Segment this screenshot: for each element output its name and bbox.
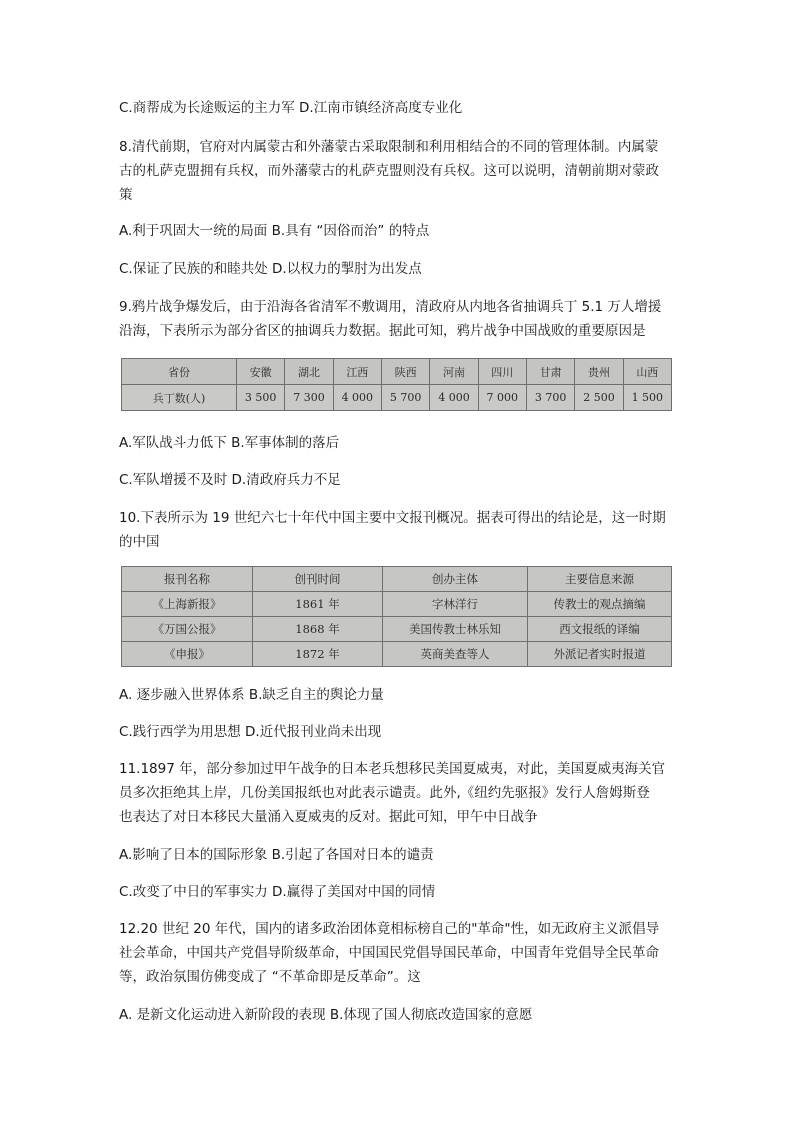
question-line: A. 逐步融入世界体系 B.缺乏自主的舆论力量 [119, 687, 384, 703]
question-line: 8.清代前期，官府对内属蒙古和外藩蒙古采取限制和利用相结合的不同的管理体制。内属蒙 [119, 139, 659, 155]
table-cell: 字林洋行 [383, 592, 528, 617]
table-cell: 报刊名称 [122, 567, 253, 592]
troop-table [121, 358, 672, 411]
table-cell: 创刊时间 [253, 567, 383, 592]
newspaper-table [121, 566, 672, 667]
table-cell: 山西 [623, 359, 671, 385]
table-cell: 湖北 [285, 359, 333, 385]
table-row [122, 642, 672, 667]
table-cell: 四川 [478, 359, 526, 385]
table-cell: 1861 年 [253, 592, 383, 617]
table-cell: 外派记者实时报道 [528, 642, 672, 667]
question-line: A.利于巩固大一统的局面 B.具有 “因俗而治” 的特点 [119, 223, 430, 239]
table-cell: 《万国公报》 [122, 617, 253, 642]
table-cell: 传教士的观点摘编 [528, 592, 672, 617]
table-cell: 1872 年 [253, 642, 383, 667]
question-line: A. 是新文化运动进入新阶段的表现 B.体现了国人彻底改造国家的意愿 [119, 1007, 533, 1023]
question-line: C.军队增援不及时 D.清政府兵力不足 [119, 472, 341, 488]
table-cell: 贵州 [575, 359, 623, 385]
table-cell: 1 500 [623, 385, 671, 411]
table-row [122, 385, 672, 411]
table-cell: 4 000 [333, 385, 381, 411]
question-line: C.践行西学为用思想 D.近代报刊业尚未出现 [119, 724, 382, 740]
question-line: 沿海，下表所示为部分省区的抽调兵力数据。据此可知，鸦片战争中国战败的重要原因是 [119, 323, 646, 339]
question-line: 10.下表所示为 19 世纪六七十年代中国主要中文报刊概况。据表可得出的结论是，这一时期 [119, 510, 666, 526]
table-cell: 3 700 [526, 385, 574, 411]
table-cell: 主要信息来源 [528, 567, 672, 592]
table-row [122, 592, 672, 617]
table-cell: 安徽 [237, 359, 285, 385]
question-line: 12.20 世纪 20 年代，国内的诸多政治团体竟相标榜自己的"革命"性，如无政府主义派倡导 [119, 921, 660, 937]
table-cell: 3 500 [237, 385, 285, 411]
table-cell: 河南 [430, 359, 478, 385]
table-cell: 5 700 [381, 385, 429, 411]
table-cell: 4 000 [430, 385, 478, 411]
table-cell: 西文报纸的译编 [528, 617, 672, 642]
question-line: 也表达了对日本移民大量涌入夏威夷的反对。据此可知，甲午中日战争 [119, 809, 538, 825]
question-line: 11.1897 年，部分参加过甲午战争的日本老兵想移民美国夏威夷，对此，美国夏威夷海关官 [119, 761, 666, 777]
table-cell: 英商美查等人 [383, 642, 528, 667]
question-line: A.影响了日本的国际形象 B.引起了各国对日本的谴责 [119, 847, 434, 863]
question-line: 策 [119, 187, 133, 203]
table-cell: 省份 [122, 359, 237, 385]
table-cell: 兵丁数(人) [122, 385, 237, 411]
table-header-row [122, 567, 672, 592]
table-cell: 甘肃 [526, 359, 574, 385]
question-line: 员多次拒绝其上岸，几份美国报纸也对此表示谴责。此外,《纽约先驱报》发行人詹姆斯登 [119, 785, 650, 801]
table-cell: 7 300 [285, 385, 333, 411]
question-line: 古的札萨克盟拥有兵权，而外藩蒙古的札萨克盟则没有兵权。这可以说明，清朝前期对蒙政 [119, 163, 659, 179]
question-line: 的中国 [119, 534, 160, 550]
question-line: 等，政治氛围仿佛变成了 “不革命即是反革命”。这 [119, 969, 421, 985]
question-line: C.商帮成为长途贩运的主力军 D.江南市镇经济高度专业化 [119, 100, 463, 116]
table-cell: 创办主体 [383, 567, 528, 592]
table-row [122, 617, 672, 642]
table-cell: 陕西 [381, 359, 429, 385]
question-line: 9.鸦片战争爆发后，由于沿海各省清军不敷调用，清政府从内地各省抽调兵丁 5.1 万人增援 [119, 299, 662, 315]
question-line: C.改变了中日的军事实力 D.赢得了美国对中国的同情 [119, 884, 436, 900]
table-cell: 7 000 [478, 385, 526, 411]
table-cell: 1868 年 [253, 617, 383, 642]
table-cell: 《上海新报》 [122, 592, 253, 617]
table-cell: 《申报》 [122, 642, 253, 667]
table-cell: 美国传教士林乐知 [383, 617, 528, 642]
question-line: 社会革命，中国共产党倡导阶级革命，中国国民党倡导国民革命，中国青年党倡导全民革命 [119, 945, 659, 961]
table-cell: 2 500 [575, 385, 623, 411]
table-header-row [122, 359, 672, 385]
question-line: A.军队战斗力低下 B.军事体制的落后 [119, 435, 340, 451]
table-cell: 江西 [333, 359, 381, 385]
question-line: C.保证了民族的和睦共处 D.以权力的掣肘为出发点 [119, 261, 422, 277]
